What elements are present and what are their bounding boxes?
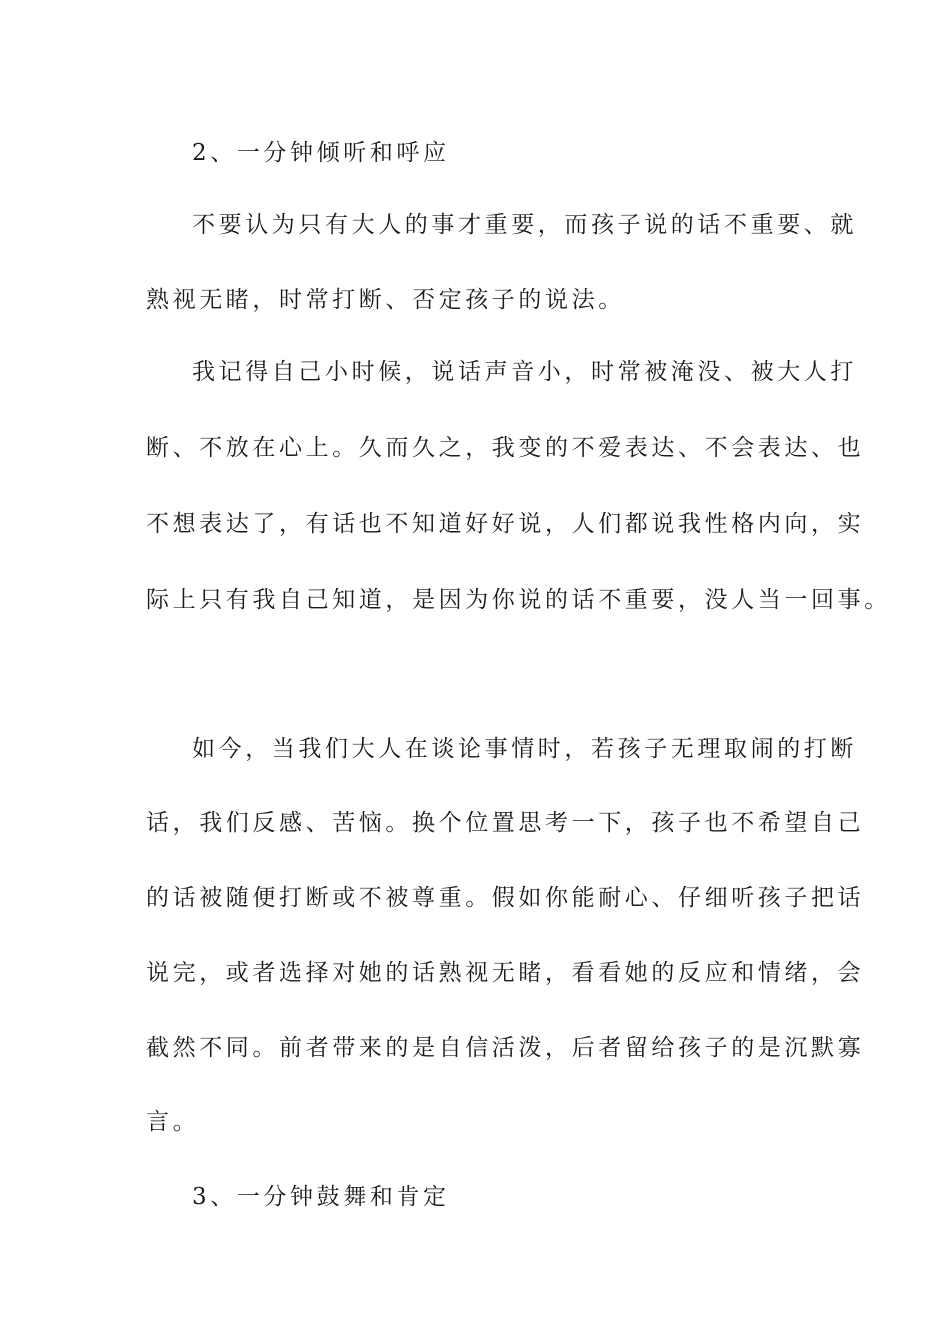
paragraph-line: 我记得自己小时候，说话声音小，时常被淹没、被大人打 — [192, 359, 857, 385]
paragraph-line: 如今，当我们大人在谈论事情时，若孩子无理取闹的打断 — [192, 736, 857, 762]
section-heading-3: 3、一分钟鼓舞和肯定 — [192, 1184, 450, 1210]
paragraph-line: 截然不同。前者带来的是自信活泼，后者留给孩子的是沉默寡 — [146, 1035, 865, 1061]
paragraph-line: 言。 — [146, 1109, 200, 1135]
paragraph-line: 不想表达了，有话也不知道好好说，人们都说我性格内向，实 — [146, 511, 865, 537]
paragraph-line: 断、不放在心上。久而久之，我变的不爱表达、不会表达、也 — [146, 435, 865, 461]
paragraph-line: 的话被随便打断或不被尊重。假如你能耐心、仔细听孩子把话 — [146, 885, 865, 911]
paragraph-line: 际上只有我自己知道，是因为你说的话不重要，没人当一回事。 — [146, 587, 891, 613]
paragraph-line: 话，我们反感、苦恼。换个位置思考一下，孩子也不希望自己 — [146, 810, 865, 836]
paragraph-line: 熟视无睹，时常打断、否定孩子的说法。 — [146, 287, 625, 313]
paragraph-line: 说完，或者选择对她的话熟视无睹，看看她的反应和情绪，会 — [146, 960, 865, 986]
section-heading-2: 2、一分钟倾听和呼应 — [192, 140, 450, 166]
paragraph-line: 不要认为只有大人的事才重要，而孩子说的话不重要、就 — [192, 212, 857, 238]
